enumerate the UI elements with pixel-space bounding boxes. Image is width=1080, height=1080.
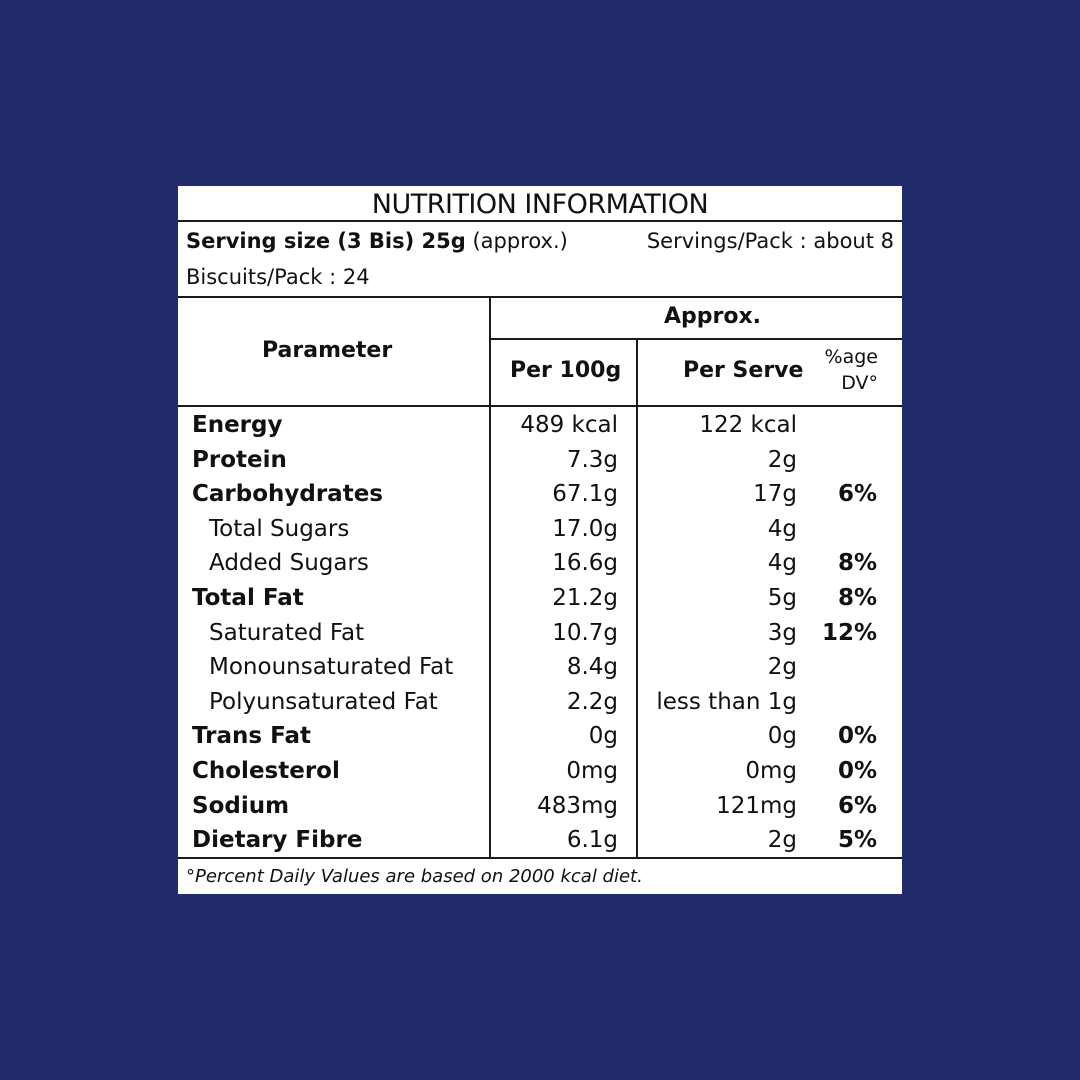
header-per-100g: Per 100g — [510, 358, 622, 383]
per-100g-value: 7.3g — [566, 446, 618, 473]
nutrient-rows — [178, 408, 902, 858]
dv-value: 12% — [821, 619, 877, 646]
per-serve-value: 121mg — [716, 792, 797, 819]
header-dv-line2: DV° — [841, 372, 878, 394]
per-100g-value: 8.4g — [566, 654, 618, 681]
nutrient-name: Energy — [192, 412, 283, 438]
dv-value: 0% — [837, 723, 877, 750]
per-serve-value: less than 1g — [656, 688, 797, 715]
nutrient-name: Total Fat — [192, 584, 304, 611]
nutrient-name: Added Sugars — [209, 550, 369, 577]
dv-value: 8% — [837, 550, 877, 577]
table-row — [178, 823, 902, 858]
table-row — [178, 719, 902, 754]
per-100g-value: 10.7g — [552, 619, 618, 646]
header-per-serve: Per Serve — [683, 358, 804, 383]
biscuits-per-pack: Biscuits/Pack : 24 — [186, 265, 370, 289]
per-serve-value: 2g — [767, 446, 797, 473]
serving-size-suffix: (approx.) — [465, 229, 568, 253]
table-row — [178, 616, 902, 651]
table-row — [178, 685, 902, 720]
per-100g-value: 6.1g — [566, 827, 618, 854]
dv-value: 6% — [837, 792, 877, 819]
table-row — [178, 443, 902, 478]
table-row — [178, 650, 902, 685]
per-100g-value: 17.0g — [552, 515, 618, 542]
per-100g-value: 67.1g — [552, 481, 618, 508]
serving-size-value: Serving size (3 Bis) 25g — [186, 229, 466, 253]
per-serve-value: 17g — [753, 481, 797, 508]
table-row — [178, 408, 902, 443]
nutrient-name: Saturated Fat — [209, 619, 365, 646]
servings-per-pack: Servings/Pack : about 8 — [646, 229, 894, 253]
per-100g-value: 0g — [588, 723, 618, 750]
per-serve-value: 5g — [767, 584, 797, 611]
nutrient-name: Protein — [192, 446, 287, 473]
nutrient-name: Sodium — [192, 792, 290, 819]
table-row — [178, 512, 902, 547]
header-parameter: Parameter — [262, 338, 393, 363]
dv-value: 8% — [837, 584, 877, 611]
table-row — [178, 477, 902, 512]
header-dv — [825, 344, 878, 396]
dv-value: 5% — [837, 827, 877, 854]
approx-bottom-rule — [490, 338, 902, 340]
nutrient-name: Monounsaturated Fat — [209, 654, 454, 681]
per-100g-value: 21.2g — [552, 584, 618, 611]
per-serve-value: 2g — [767, 654, 797, 681]
dv-value: 0% — [837, 757, 877, 784]
per-100g-value: 0mg — [566, 757, 618, 784]
dv-value: 6% — [837, 481, 877, 508]
per-100g-value: 2.2g — [566, 688, 618, 715]
per-serve-value: 4g — [767, 515, 797, 542]
per-serve-value: 3g — [767, 619, 797, 646]
nutrient-name: Carbohydrates — [192, 481, 383, 508]
per-serve-value: 4g — [767, 550, 797, 577]
nutrient-name: Cholesterol — [192, 757, 340, 784]
table-row — [178, 581, 902, 616]
per-serve-value: 0g — [767, 723, 797, 750]
header-top-rule — [178, 296, 902, 298]
nutrient-name: Total Sugars — [209, 515, 350, 542]
nutrition-label — [178, 186, 902, 894]
serving-size — [186, 226, 568, 256]
serving-info-row — [186, 226, 894, 256]
header-bottom-rule — [178, 405, 902, 407]
nutrient-name: Dietary Fibre — [192, 827, 363, 854]
per-100g-value: 16.6g — [552, 550, 618, 577]
per-serve-value: 2g — [767, 827, 797, 854]
table-row — [178, 789, 902, 824]
per-100g-value: 483mg — [537, 792, 618, 819]
table-row — [178, 754, 902, 789]
nutrient-name: Polyunsaturated Fat — [209, 688, 438, 715]
footnote: °Percent Daily Values are based on 2000 kcal diet. — [186, 866, 643, 887]
label-title: NUTRITION INFORMATION — [178, 186, 902, 222]
nutrient-name: Trans Fat — [192, 723, 311, 750]
header-dv-line1: %age — [824, 346, 878, 368]
per-serve-value: 122 kcal — [699, 412, 797, 438]
per-100g-value: 489 kcal — [520, 412, 618, 438]
table-row — [178, 546, 902, 581]
header-approx: Approx. — [664, 304, 762, 329]
per-serve-value: 0mg — [745, 757, 797, 784]
